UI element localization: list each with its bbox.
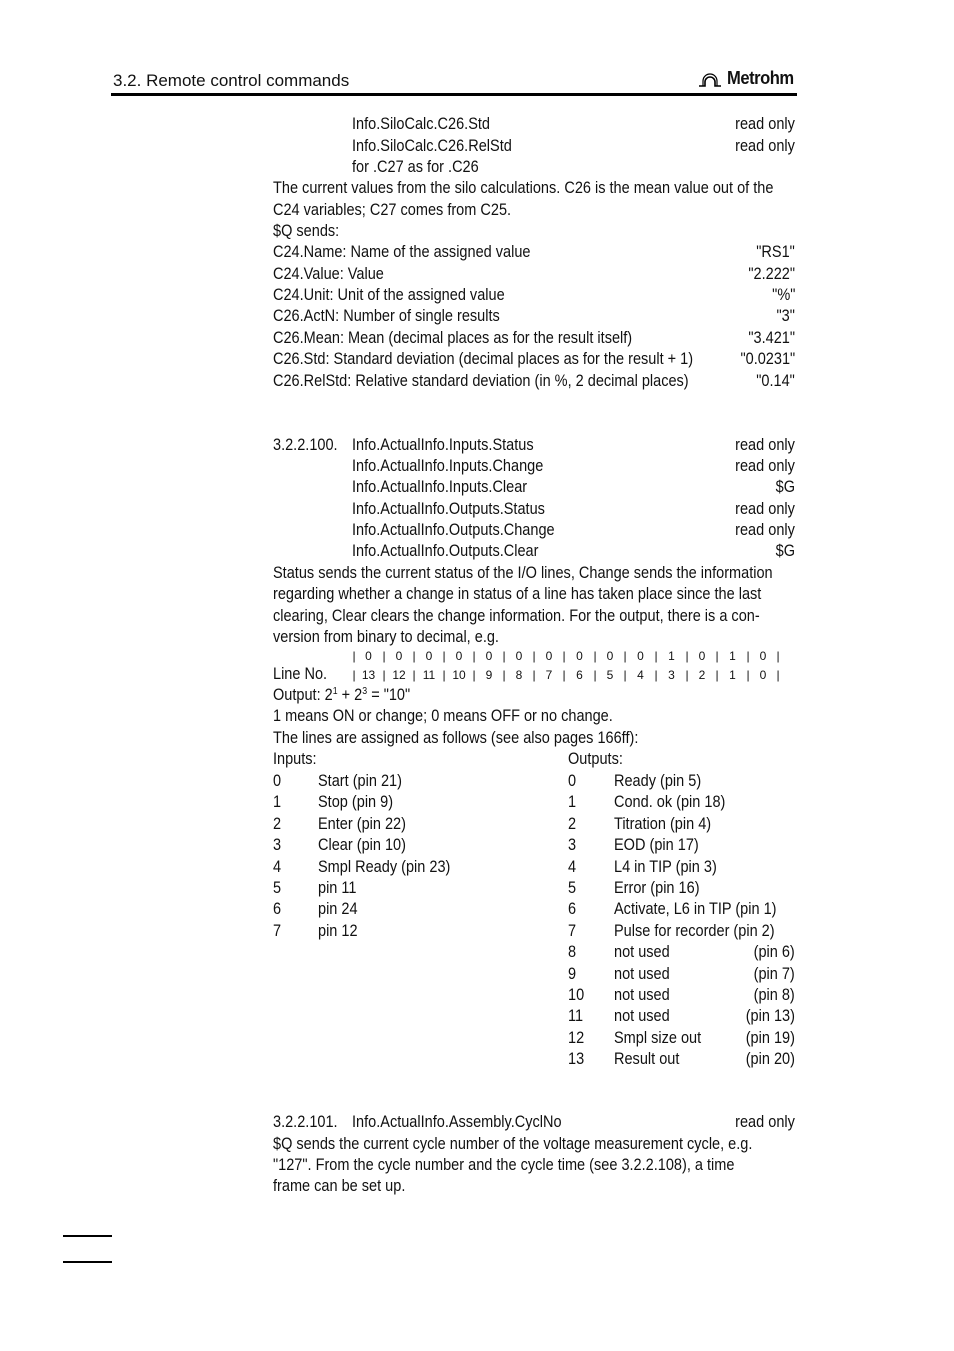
- meaning-note: 1 means ON or change; 0 means OFF or no change.: [273, 707, 613, 725]
- bit-cell: 0: [485, 649, 493, 663]
- command-access: read only: [735, 436, 795, 454]
- section-number: 3.2.2.101.: [273, 1113, 338, 1131]
- silo-value-label: C26.Std: Standard deviation (decimal places as for the result + 1): [273, 350, 694, 368]
- output-number: 9: [568, 964, 577, 983]
- output-number: 13: [568, 1050, 585, 1069]
- input-name: Stop (pin 9): [318, 793, 394, 812]
- command-access: read only: [735, 521, 795, 539]
- silo-sends: $Q sends:: [273, 222, 340, 240]
- output-number: 12: [568, 1028, 585, 1047]
- bit-cell: 0: [515, 649, 523, 663]
- bit-values-row: | 0 | 0 | 0 | 0 | 0 | 0 | 0 | 0 | 0 | 0 | 1 | 0 | 1 | 0 |: [352, 649, 780, 663]
- footer-rule: [63, 1261, 112, 1263]
- silo-value: "2.222": [748, 265, 795, 283]
- output-pin: (pin 20): [745, 1050, 795, 1069]
- output-number: 6: [568, 900, 577, 919]
- input-number: 6: [273, 900, 282, 919]
- description-line: "127". From the cycle number and the cycle time (see 3.2.2.108), a time: [273, 1156, 735, 1174]
- input-name: Enter (pin 22): [318, 814, 406, 833]
- output-pin: (pin 13): [745, 1007, 795, 1026]
- silo-value: "0.0231": [740, 350, 795, 368]
- input-name: pin 24: [318, 900, 358, 919]
- output-name: not used: [614, 1007, 670, 1026]
- command-access: read only: [735, 1113, 795, 1131]
- bit-cell: 4: [637, 668, 644, 682]
- silo-value-label: C26.RelStd: Relative standard deviation (in %, 2 decimal places): [273, 372, 689, 390]
- bit-cell: 9: [485, 668, 493, 682]
- output-number: 8: [568, 943, 577, 962]
- output-number: 2: [568, 814, 577, 833]
- silo-description: C24 variables; C27 comes from C25.: [273, 201, 512, 219]
- input-number: 4: [273, 857, 282, 876]
- output-name: Error (pin 16): [614, 879, 700, 897]
- silo-cmd: for .C27 as for .C26: [352, 158, 479, 176]
- description-line: Status sends the current status of the I/O lines, Change sends the information: [273, 564, 773, 582]
- command-name: Info.ActualInfo.Inputs.Status: [352, 436, 534, 454]
- bit-cell: 0: [365, 649, 372, 663]
- bit-cell: 0: [759, 649, 767, 663]
- output-name: Titration (pin 4): [614, 814, 712, 833]
- bit-cell: 12: [392, 668, 406, 682]
- output-name: Pulse for recorder (pin 2): [614, 921, 775, 940]
- section-number: 3.2.2.100.: [273, 436, 338, 454]
- input-number: 1: [273, 793, 282, 812]
- command-name: Info.ActualInfo.Outputs.Status: [352, 500, 545, 518]
- bit-cell: 0: [606, 649, 614, 663]
- input-number: 5: [273, 879, 282, 897]
- command-name: Info.ActualInfo.Inputs.Change: [352, 457, 544, 475]
- command-name: Info.ActualInfo.Outputs.Change: [352, 521, 555, 539]
- output-name: not used: [614, 964, 670, 983]
- output-example: Output: $2^1 + 2^3$ = "10": [273, 686, 411, 704]
- input-number: 2: [273, 814, 282, 833]
- command-name: Info.ActualInfo.Outputs.Clear: [352, 542, 539, 560]
- bit-cell: 7: [545, 668, 553, 682]
- command-name: Info.ActualInfo.Assembly.CyclNo: [352, 1113, 562, 1131]
- assigned-note: The lines are assigned as follows (see also pages 166ff):: [273, 729, 639, 747]
- input-number: 3: [273, 836, 282, 855]
- output-name: L4 in TIP (pin 3): [614, 857, 717, 876]
- silo-value-label: C24.Value: Value: [273, 265, 384, 283]
- input-number: 7: [273, 921, 282, 940]
- metrohm-logo-icon: [697, 68, 723, 88]
- output-number: 3: [568, 836, 577, 855]
- silo-cmd: Info.SiloCalc.C26.Std: [352, 115, 491, 133]
- output-number: 4: [568, 857, 577, 876]
- input-name: Clear (pin 10): [318, 836, 406, 855]
- output-number: 10: [568, 986, 585, 1004]
- inputs-title: Inputs:: [273, 750, 317, 768]
- silo-value: "%": [771, 286, 795, 304]
- header-rule: [111, 93, 797, 96]
- silo-value-label: C26.ActN: Number of single results: [273, 307, 500, 325]
- silo-value: "0.14": [756, 372, 795, 390]
- line-numbers-row: | 13 | 12 | 11 | 10 | 9 | 8 | 7 | 6 | 5 | 4 | 3 | 2 | 1 | 0 |: [352, 668, 780, 682]
- brand-logo: [697, 66, 800, 90]
- output-pin: (pin 19): [745, 1028, 795, 1047]
- output-name: Ready (pin 5): [614, 772, 702, 790]
- output-pin: (pin 7): [753, 964, 795, 983]
- silo-access: read only: [735, 137, 795, 155]
- silo-value: "RS1": [756, 243, 795, 261]
- command-access: read only: [735, 457, 795, 475]
- bit-cell: 1: [668, 649, 675, 663]
- bit-cell: 0: [576, 649, 583, 663]
- silo-value: "3.421": [748, 329, 795, 347]
- description-line: version from binary to decimal, e.g.: [273, 628, 499, 646]
- bit-cell: 1: [729, 649, 736, 663]
- output-name: Activate, L6 in TIP (pin 1): [614, 900, 777, 919]
- bit-cell: 0: [425, 649, 433, 663]
- bit-cell: 0: [395, 649, 403, 663]
- output-number: 11: [568, 1007, 584, 1026]
- silo-value-label: C26.Mean: Mean (decimal places as for the result itself): [273, 329, 633, 347]
- silo-value-label: C24.Unit: Unit of the assigned value: [273, 286, 505, 304]
- output-number: 1: [568, 793, 577, 812]
- silo-cmd: Info.SiloCalc.C26.RelStd: [352, 137, 512, 155]
- bit-cell: 5: [606, 668, 614, 682]
- input-name: Smpl Ready (pin 23): [318, 857, 451, 876]
- brand-name: Metrohm: [727, 67, 794, 88]
- output-name: not used: [614, 986, 670, 1004]
- output-name: EOD (pin 17): [614, 836, 699, 855]
- description-line: regarding whether a change in status of a line has taken place since the last: [273, 585, 762, 603]
- input-number: 0: [273, 772, 282, 790]
- bit-cell: 0: [759, 668, 767, 682]
- bit-cell: 3: [668, 668, 675, 682]
- bit-cell: 0: [545, 649, 553, 663]
- command-access: $G: [775, 542, 795, 560]
- output-number: 5: [568, 879, 577, 897]
- command-access: $G: [775, 478, 795, 496]
- outputs-title: Outputs:: [568, 750, 623, 768]
- output-name: Result out: [614, 1050, 680, 1069]
- bit-cell: 8: [515, 668, 523, 682]
- input-name: Start (pin 21): [318, 772, 402, 790]
- footer-rule: [63, 1235, 112, 1237]
- command-access: read only: [735, 500, 795, 518]
- bit-cell: 2: [698, 668, 706, 682]
- output-name: Smpl size out: [614, 1028, 702, 1047]
- silo-value: "3": [776, 307, 795, 325]
- bit-cell: 6: [576, 668, 583, 682]
- silo-value-label: C24.Name: Name of the assigned value: [273, 243, 531, 261]
- bit-cell: 0: [455, 649, 463, 663]
- input-name: pin 12: [318, 921, 358, 940]
- output-name: Cond. ok (pin 18): [614, 793, 726, 812]
- command-name: Info.ActualInfo.Inputs.Clear: [352, 478, 528, 496]
- output-pin: (pin 6): [753, 943, 795, 962]
- bit-cell: 11: [422, 668, 436, 682]
- silo-access: read only: [735, 115, 795, 133]
- bit-cell: 1: [729, 668, 736, 682]
- bit-cell: 13: [361, 668, 376, 682]
- line-no-label: Line No.: [273, 665, 328, 683]
- bit-cell: 0: [637, 649, 644, 663]
- silo-description: The current values from the silo calculations. C26 is the mean value out of the: [273, 179, 774, 197]
- input-name: pin 11: [318, 879, 357, 897]
- description-line: clearing, Clear clears the change information. For the output, there is a con-: [273, 607, 760, 625]
- output-number: 7: [568, 921, 577, 940]
- bit-cell: 0: [698, 649, 706, 663]
- output-name: not used: [614, 943, 670, 962]
- output-number: 0: [568, 772, 577, 790]
- description-line: $Q sends the current cycle number of the voltage measurement cycle, e.g.: [273, 1135, 753, 1153]
- description-line: frame can be set up.: [273, 1177, 406, 1195]
- section-header: 3.2. Remote control commands: [113, 71, 350, 90]
- bit-cell: 10: [452, 668, 466, 682]
- output-pin: (pin 8): [753, 986, 795, 1004]
